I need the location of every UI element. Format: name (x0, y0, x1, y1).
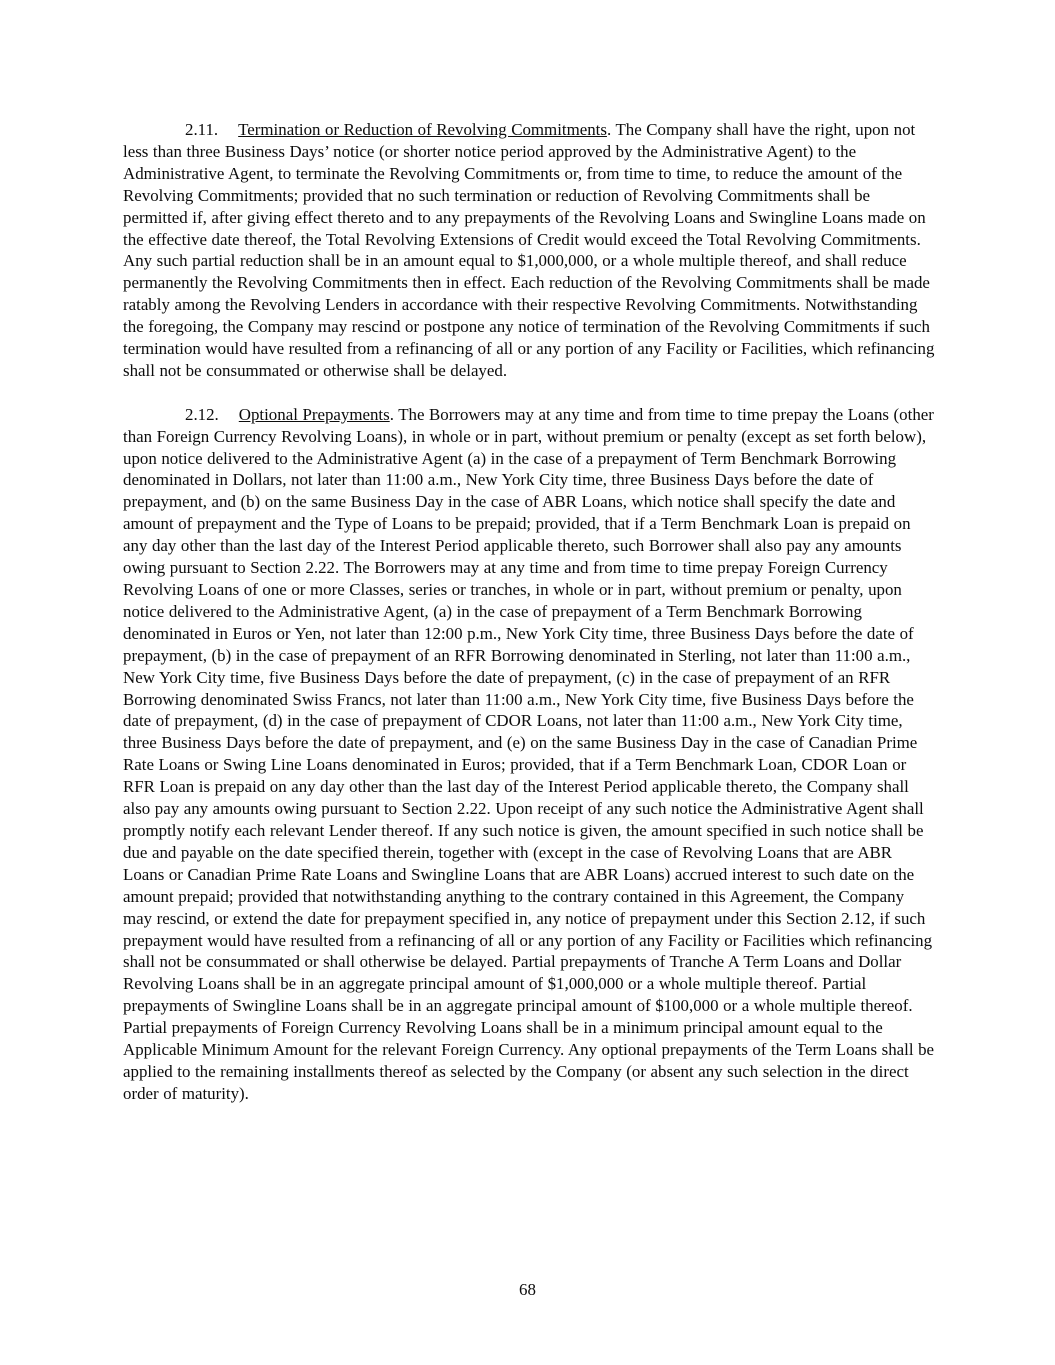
section-number: 2.11. (185, 120, 219, 139)
page-number: 68 (519, 1280, 536, 1299)
section-heading-suffix: . (389, 404, 394, 424)
section-paragraph-2-12 (123, 404, 935, 1105)
section-heading: Optional Prepayments (238, 404, 390, 424)
section-heading-suffix: . (606, 120, 612, 139)
section-number: 2.12. (185, 404, 219, 424)
section-paragraph-2-11 (123, 119, 935, 382)
document-body (123, 119, 935, 1105)
paragraph-text: The Borrowers may at any time and from time to time prepay the Loans (other than Foreign Currency Revolving Loans), in whole or in part, without premium or penalty (except as set forth below), upon notice delivered to the Administrative Agent (a) in the case of a prepayment of Term Benchmark Borrowing denominated in Dollars, not later than 11:00 a.m., New York City time, three Business Days before the date of prepayment, and (b) on the same Business Day in the case of ABR Loans, which notice shall specify the date and amount of prepayment and the Type of Loans to be prepaid; provided, that if a Term Benchmark Loan is prepaid on any day other than the last day of the Interest Period applicable thereto, such Borrower shall also pay any amounts owing pursuant to Section 2.22. The Borrowers may at any time and from time to time prepay Foreign Currency Revolving Loans of one or more Classes, series or tranches, in whole or in part, without premium or penalty, upon notice delivered to the Administrative Agent, (a) in the case of prepayment of a Term Benchmark Borrowing denominated in Euros or Yen, not later than 12:00 p.m., New York City time, three Business Days before the date of prepayment, (b) in the case of prepayment of an RFR Borrowing denominated in Sterling, not later than 11:00 a.m., New York City time, five Business Days before the date of prepayment, (c) in the case of prepayment of an RFR Borrowing denominated Swiss Francs, not later than 11:00 a.m., New York City time, five Business Days before the date of prepayment, (d) in the case of prepayment of CDOR Loans, not later than 11:00 a.m., New York City time, three Business Days before the date of prepayment, and (e) on the same Business Day in the case of Canadian Prime Rate Loans or Swing Line Loans denominated in Euros; provided, that if a Term Benchmark Loan, CDOR Loan or RFR Loan is prepaid on any day other than the last day of the Interest Period applicable thereto, the Company shall also pay any amounts owing pursuant to Section 2.22. Upon receipt of any such notice the Administrative Agent shall promptly notify each relevant Lender thereof. If any such notice is given, the amount specified in such notice shall be due and payable on the date specified therein, together with (except in the case of Revolving Loans that are ABR Loans or Canadian Prime Rate Loans and Swingline Loans that are ABR Loans) accrued interest to such date on the amount prepaid; provided that notwithstanding anything to the contrary contained in this Agreement, the Company may rescind, or extend the date for prepayment specified in, any notice of prepayment under this Section 2.12, if such prepayment would have resulted from a refinancing of all or any portion of any Facility or Facilities which refinancing shall not be consummated or shall otherwise be delayed. Partial prepayments of Tranche A Term Loans and Dollar Revolving Loans shall be in an aggregate principal amount of $1,000,000 or a whole multiple thereof. Partial prepayments of Swingline Loans shall be in an aggregate principal amount of $100,000 or a whole multiple thereof. Partial prepayments of Foreign Currency Revolving Loans shall be in a minimum principal amount equal to the Applicable Minimum Amount for the relevant Foreign Currency. Any optional prepayments of the Term Loans shall be applied to the remaining installments thereof as selected by the Company (or absent any such selection in the direct order of maturity). (123, 404, 935, 1103)
paragraph-text: The Company shall have the right, upon not less than three Business Days’ notice (or shorter notice period approved by the Administrative Agent) to the Administrative Agent, to terminate the Revolving Commitments or, from time to time, to reduce the amount of the Revolving Commitments; provided that no such termination or reduction of Revolving Commitments shall be permitted if, after giving effect thereto and to any prepayments of the Revolving Loans and Swingline Loans made on the effective date thereof, the Total Revolving Extensions of Credit would exceed the Total Revolving Commitments. Any such partial reduction shall be in an amount equal to $1,000,000, or a whole multiple thereof, and shall reduce permanently the Revolving Commitments then in effect. Each reduction of the Revolving Commitments shall be made ratably among the Revolving Lenders in accordance with their respective Revolving Commitments. Notwithstanding the foregoing, the Company may rescind or postpone any notice of termination of the Revolving Commitments if such termination would have resulted from a refinancing of all or any portion of any Facility or Facilities, which refinancing shall not be consummated or otherwise shall be delayed. (123, 120, 935, 380)
section-heading: Termination or Reduction of Revolving Commitments (238, 120, 607, 139)
